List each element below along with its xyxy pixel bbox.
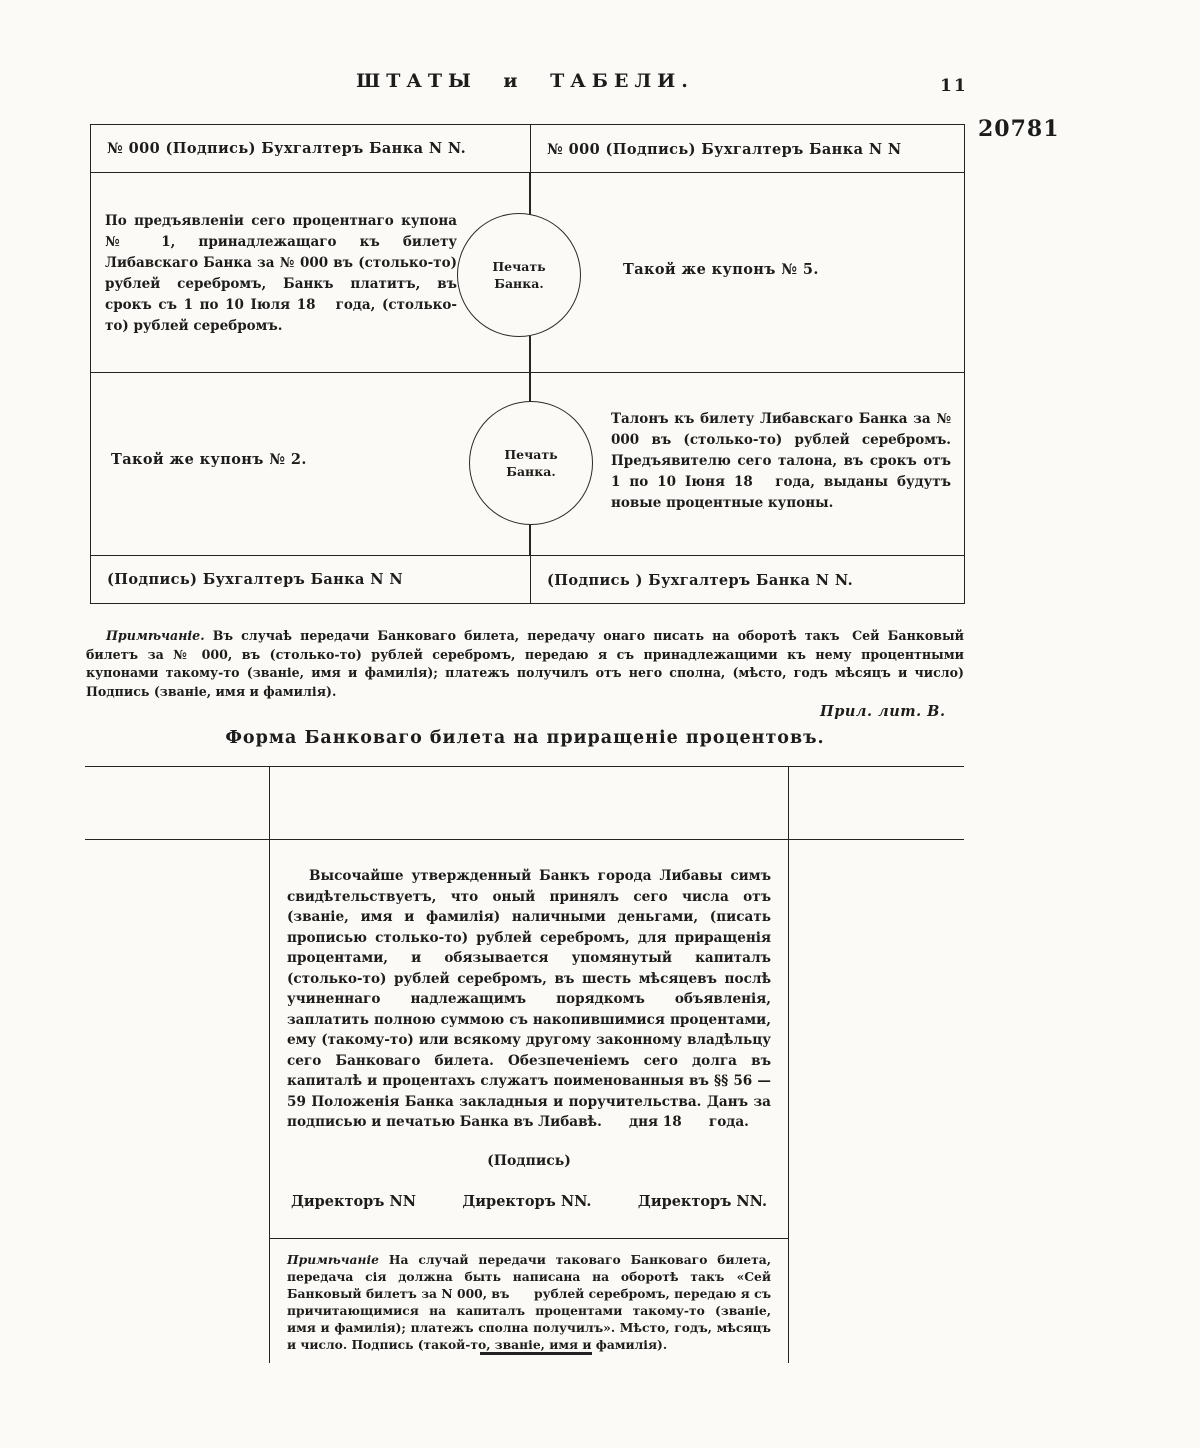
note-text: На случай передачи таковаго Банковаго билета, передача сія должна быть написана на оборотѣ такъ «Сей Банковый билетъ за N 000, въ рублей серебромъ, передаю я съ причитающимися на капиталъ процентами такому-то (званіе, имя и фамилія); платежъ сполна получилъ». Мѣсто, годъ, мѣсяцъ и число. Подпись (такой-то, званіе, имя и фамилія). bbox=[287, 1251, 771, 1352]
form-table-body bbox=[85, 840, 964, 1363]
signature-placeholder: (Подпись) bbox=[487, 1152, 571, 1169]
bank-note-form-table bbox=[85, 766, 964, 1363]
bank-seal-circle bbox=[457, 213, 581, 337]
coupon-table-row-coupon1 bbox=[91, 173, 964, 373]
signature-cell-left-bottom bbox=[91, 556, 531, 603]
seal-text-line2: Банка. bbox=[506, 464, 556, 479]
coupon-table-row-talon bbox=[91, 373, 964, 556]
seal-text-line1: Печать bbox=[492, 259, 546, 274]
note-transfer-coupons bbox=[86, 627, 964, 701]
director-signature: Директоръ NN. bbox=[462, 1192, 592, 1210]
form-table-header-band bbox=[85, 766, 964, 840]
form-body-column-center bbox=[270, 840, 789, 1363]
note-paragraph bbox=[86, 627, 964, 701]
seal-text-line1: Печать bbox=[504, 447, 558, 462]
signature-cell-left-top bbox=[91, 125, 531, 172]
note-label: Примѣчаніе. bbox=[106, 628, 205, 643]
coupon1-text: По предъявленіи сего процентнаго купона № 1, принадлежащаго къ билету Либавскаго Банка за № 000 въ (столько-то) рублей серебромъ, Банкъ платитъ, въ срокъ съ 1 по 10 Іюля 18 года, (столько-то) рублей серебромъ. bbox=[105, 212, 457, 334]
coupon-table bbox=[90, 124, 965, 604]
stamp-number: 20781 bbox=[978, 116, 1060, 142]
director-signature: Директоръ NN bbox=[291, 1192, 416, 1210]
signature-cell-right-bottom bbox=[531, 556, 964, 603]
coupon2-label: Такой же купонъ № 2. bbox=[111, 451, 307, 468]
coupon-table-row-signatures-top bbox=[91, 125, 964, 173]
form-header-cell-right bbox=[789, 767, 964, 839]
director-signature: Директоръ NN. bbox=[637, 1192, 767, 1210]
bank-seal-circle bbox=[469, 401, 593, 525]
note-label: Примѣчаніе bbox=[287, 1251, 379, 1267]
form-section-heading: Форма Банковаго билета на приращеніе процентовъ. bbox=[225, 728, 825, 748]
divider-segment bbox=[529, 336, 531, 372]
page-title: ШТАТЫ и ТАБЕЛИ. bbox=[356, 70, 694, 92]
divider-segment bbox=[529, 173, 531, 215]
signature-text: № 000 (Подпись) Бухгалтеръ Банка N N. bbox=[107, 140, 467, 157]
signature-text: № 000 (Подпись) Бухгалтеръ Банка N N bbox=[547, 141, 902, 158]
seal-text-line2: Банка. bbox=[494, 276, 544, 291]
form-header-cell-left bbox=[85, 767, 270, 839]
form-body-column-right bbox=[789, 840, 964, 1363]
talon-text: Талонъ къ билету Либавскаго Банка за № 000 въ (столько-то) рублей серебромъ. Предъявителю сего талона, въ срокъ отъ 1 по 10 Іюня 18 года, выданы будутъ новые процентные купоны. bbox=[611, 410, 951, 511]
signature-text: (Подпись) Бухгалтеръ Банка N N bbox=[107, 571, 404, 588]
horizontal-divider bbox=[270, 1238, 788, 1239]
note-text: Въ случаѣ передачи Банковаго билета, передачу онаго писать на оборотѣ такъ Сей Банковый билетъ за № 000, въ (столько-то) рублей серебромъ, передаю я съ принадлежащими къ нему процентными купонами такому-то (званіе, имя и фамилія); платежъ получилъ отъ него сполна, (мѣсто, годъ мѣсяцъ и число) Подпись (званіе, имя и фамилія). bbox=[86, 628, 964, 699]
coupon5-label: Такой же купонъ № 5. bbox=[623, 261, 819, 278]
form-body-content bbox=[270, 840, 788, 1363]
signature-cell-right-top bbox=[531, 125, 964, 172]
page-number: 11 bbox=[940, 76, 968, 96]
coupon-table-row-signatures-bottom bbox=[91, 556, 964, 603]
form-body-column-left bbox=[85, 840, 270, 1363]
form-header-cell-center bbox=[270, 767, 789, 839]
directors-row bbox=[291, 1193, 767, 1210]
divider-segment bbox=[529, 373, 531, 403]
note-transfer-bank-note bbox=[287, 1251, 771, 1353]
bank-note-body-text: Высочайше утвержденный Банкъ города Либавы симъ свидѣтельствуетъ, что оный принялъ сего числа отъ (званіе, имя и фамилія) наличными деньгами, (писать прописью столько-то) рублей серебромъ, для приращенія процентами, и обязывается упомянутый капиталъ (столько-то) рублей серебромъ, въ шесть мѣсяцевъ послѣ учиненнаго надлежащимъ порядкомъ объявленія, заплатить полною суммою съ накопившимися процентами, ему (такому-то) или всякому другому законному владѣльцу сего Банковаго билета. Обезпеченіемъ сего долга въ капиталѣ и процентахъ служатъ поименованныя въ §§ 56 — 59 Положенія Банка закладныя и поручительства. Данъ за подписью и печатью Банка въ Либавѣ. дня 18 года. bbox=[287, 868, 771, 1130]
document-header bbox=[85, 70, 965, 92]
signature-text: (Подпись ) Бухгалтеръ Банка N N. bbox=[547, 572, 854, 589]
annex-label: Прил. лит. В. bbox=[820, 703, 946, 720]
divider-segment bbox=[529, 523, 531, 555]
end-of-section-rule bbox=[480, 1352, 592, 1355]
